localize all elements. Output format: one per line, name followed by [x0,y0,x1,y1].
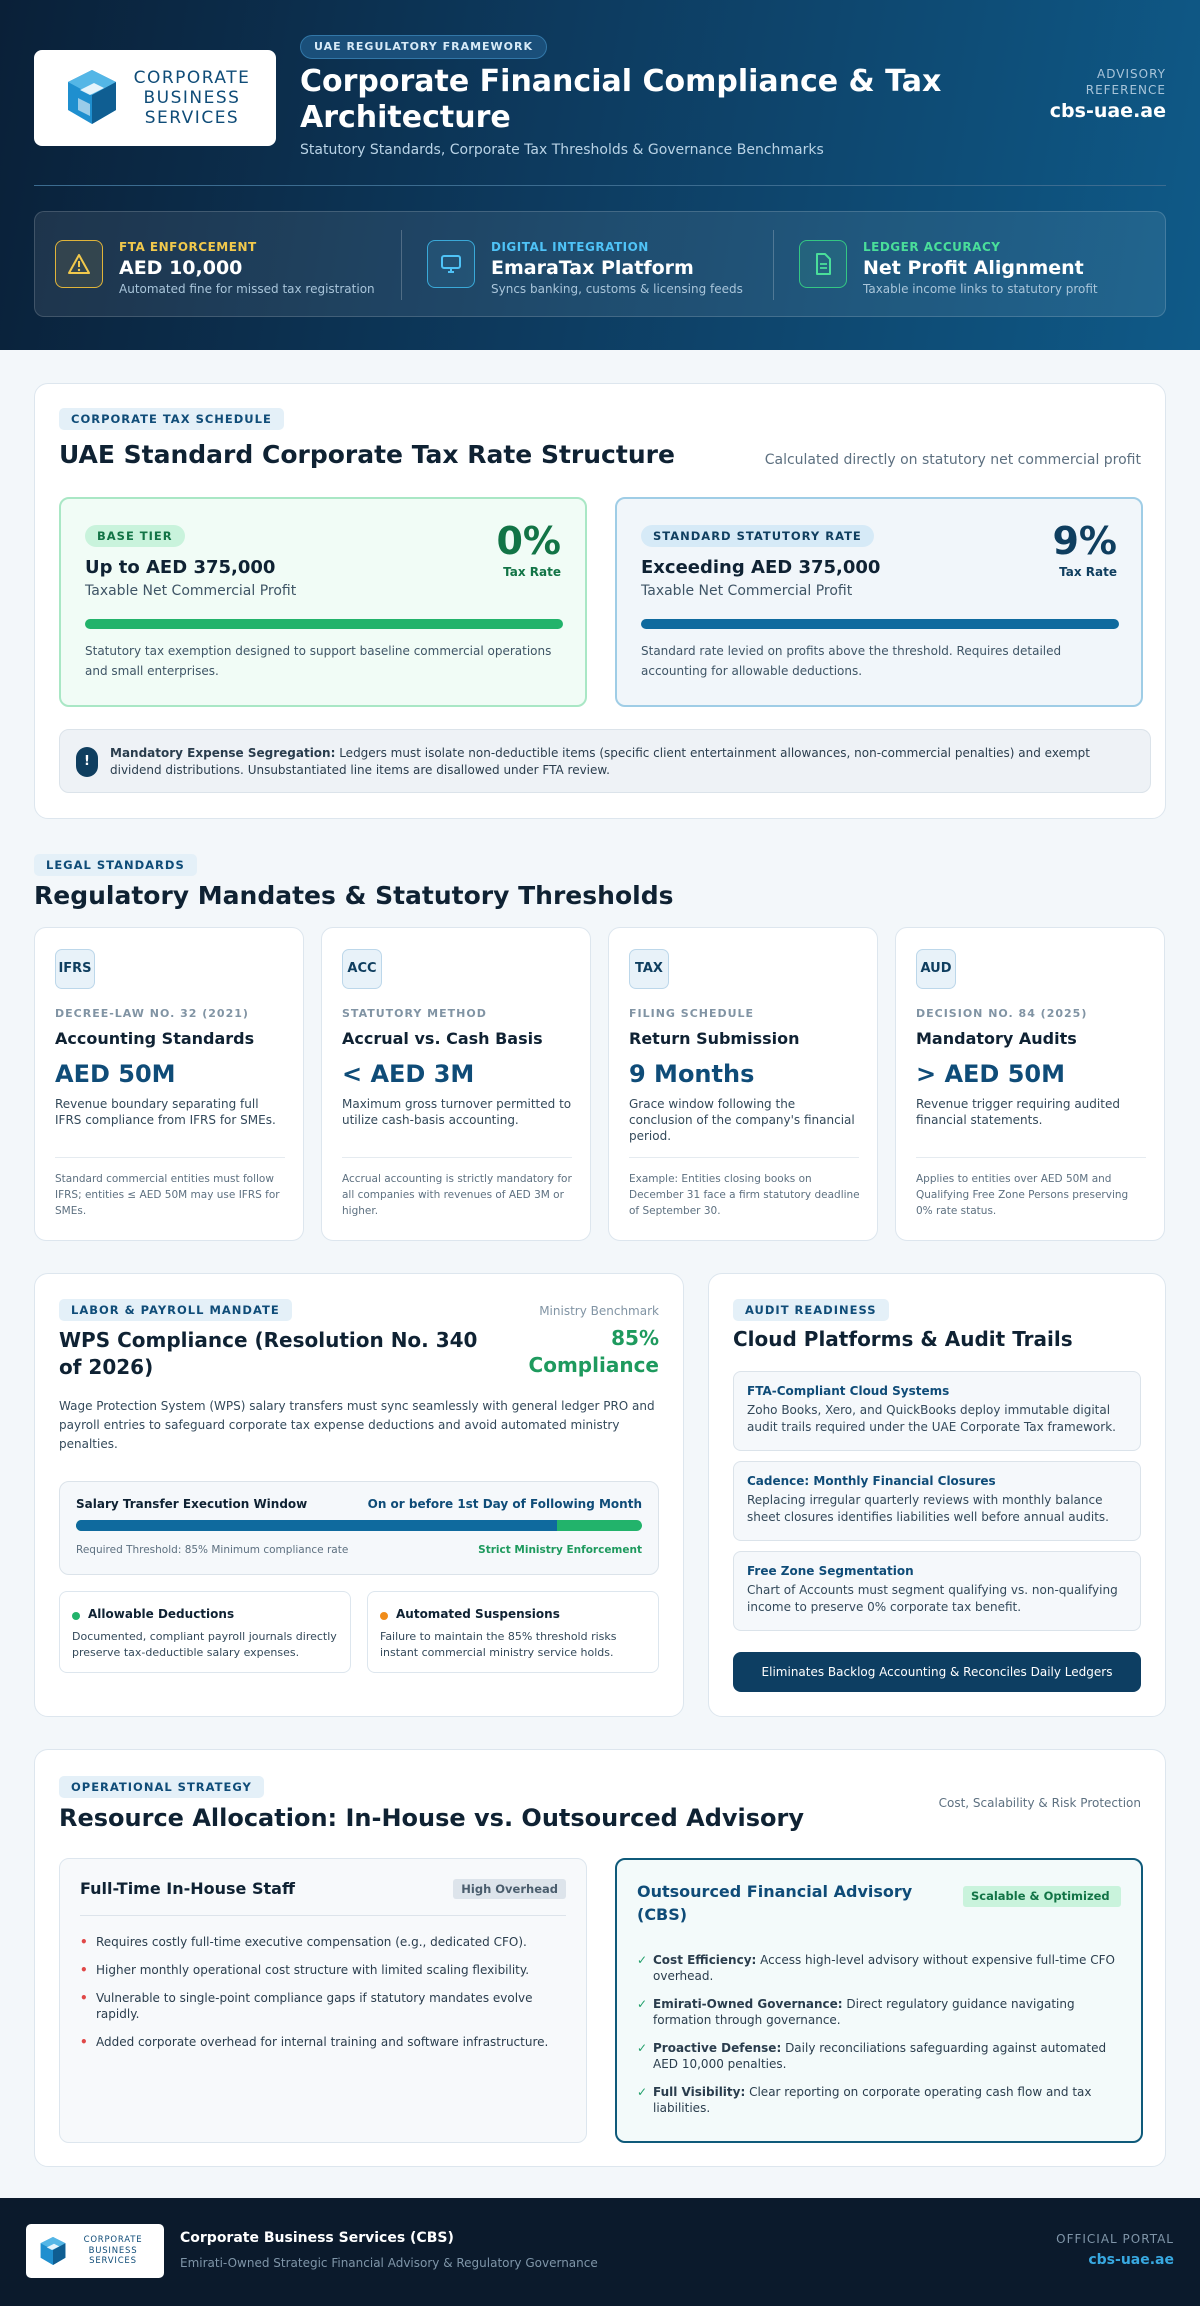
list-item-bold: Emirati-Owned Governance: [653,1997,843,2011]
list-item [80,1962,560,1978]
automated-suspensions-card [367,1591,659,1673]
standard-card-aud [895,927,1165,1241]
framework-pill: UAE REGULATORY FRAMEWORK [300,35,547,59]
tier-rate-label: Tax Rate [1059,565,1117,579]
standard-card-tax [608,927,878,1241]
cube-logo-icon [64,68,120,126]
advisory-site-link[interactable]: cbs-uae.ae [1049,100,1166,122]
tier-rate: 9% [1052,519,1117,563]
divider [55,1157,285,1158]
acc-badge-icon: ACC [342,949,382,989]
reconcile-ledgers-button[interactable]: Eliminates Backlog Accounting & Reconciles Daily Ledgers [733,1652,1141,1692]
advisory-label: ADVISORY REFERENCE [1085,67,1166,97]
wps-description: Wage Protection System (WPS) salary transfers must sync seamlessly with general ledger PRO and payroll entries to safeguard corporate tax expense deductions and avoid automated ministry penalties. [59,1399,655,1451]
threshold-progress-bar [76,1520,642,1531]
feature-title: Net Profit Alignment [863,257,1084,279]
section-title: Regulatory Mandates & Statutory Thresholds [34,881,674,910]
divider [773,230,774,300]
enforcement-text: Strict Ministry Enforcement [478,1544,642,1556]
tier-pill: BASE TIER [85,525,185,547]
feature-desc: Syncs banking, customs & licensing feeds [491,282,743,296]
info-icon: ! [76,747,98,777]
standard-desc: Revenue boundary separating full IFRS compliance from IFRS for SMEs. [55,1097,276,1127]
tier-rate: 0% [496,519,561,563]
footer-logo[interactable] [26,2224,164,2278]
standard-value: < AED 3M [342,1060,475,1088]
feature-heading: LEDGER ACCURACY [863,240,1001,254]
list-item-bold: Proactive Defense: [653,2041,782,2055]
scalable-badge: Scalable & Optimized [963,1886,1121,1907]
mini-desc: Documented, compliant payroll journals directly preserve tax-deductible salary expenses. [72,1630,337,1659]
cloud-item-desc: Zoho Books, Xero, and QuickBooks deploy immutable digital audit trails required under the UAE Corporate Tax framework. [747,1403,1116,1434]
check-icon: ✓ [637,2085,648,2099]
standard-title: Mandatory Audits [916,1029,1077,1048]
standard-value: > AED 50M [916,1060,1065,1088]
list-item-text: Vulnerable to single-point compliance gaps if statutory mandates evolve rapidly. [96,1991,533,2021]
mini-desc: Failure to maintain the 85% threshold risks instant commercial ministry service holds. [380,1630,617,1659]
standard-desc: Revenue trigger requiring audited financial statements. [916,1097,1120,1127]
outsourced-column [615,1858,1143,2143]
list-item-text: Direct regulatory guidance navigating formation through governance. [653,1997,1075,2027]
divider [401,230,402,300]
benchmark-word: Compliance [528,1353,659,1377]
high-overhead-badge: High Overhead [453,1879,566,1899]
section-title: Resource Allocation: In-House vs. Outsourced Advisory [59,1804,805,1832]
standard-title: Accrual vs. Cash Basis [342,1029,543,1048]
divider [916,1157,1146,1158]
standard-fine-print: Applies to entities over AED 50M and Qualifying Free Zone Persons preserving 0% rate status. [916,1173,1129,1217]
check-icon: ✓ [637,1953,648,1967]
tier-pill: STANDARD STATUTORY RATE [641,525,874,547]
list-item [637,1952,1117,1984]
portal-label: OFFICIAL PORTAL [1056,2232,1174,2246]
tier-desc: Standard rate levied on profits above the threshold. Requires detailed accounting for allowable deductions. [641,644,1062,678]
threshold-fill [76,1520,557,1531]
column-title: Full-Time In-House Staff [80,1879,295,1898]
tax-schedule-card [34,383,1166,819]
outsourced-list [637,1952,1117,2128]
section-note: Calculated directly on statutory net commercial profit [764,452,1141,468]
divider [34,185,1166,186]
logo-line: CORPORATE [133,68,251,88]
benchmark-value: 85% [611,1326,659,1350]
column-title: Outsourced Financial Advisory (CBS) [637,1882,913,1924]
divider [80,1915,566,1916]
resource-allocation-card [34,1749,1166,2167]
section-title: WPS Compliance (Resolution No. 340 of 2026) [59,1328,478,1379]
expense-segregation-notice [59,729,1151,793]
tier-subtitle: Taxable Net Commercial Profit [641,583,853,599]
tier-title: Exceeding AED 375,000 [641,557,881,578]
tier-card-standard [615,497,1143,707]
list-item-bold: Full Visibility: [653,2085,746,2099]
footer-logo-wordmark [72,2235,154,2267]
feature-title: EmaraTax Platform [491,257,694,279]
execution-window-box [59,1481,659,1575]
list-item [637,1996,1117,2028]
tier-rate-label: Tax Rate [503,565,561,579]
cloud-item [733,1371,1141,1451]
inhouse-list [80,1934,560,2062]
standard-decree: DECISION NO. 84 (2025) [916,1007,1088,1020]
cloud-item-title: Free Zone Segmentation [747,1564,914,1578]
section-tag: OPERATIONAL STRATEGY [59,1776,264,1798]
tier-bar [641,619,1119,629]
standard-card-acc [321,927,591,1241]
divider [342,1157,572,1158]
standard-decree: FILING SCHEDULE [629,1007,755,1020]
logo[interactable] [34,50,276,146]
hero-header [0,0,1200,350]
footer-title: Corporate Business Services (CBS) [180,2230,454,2246]
aud-badge-icon: AUD [916,949,956,989]
tax-badge-icon: TAX [629,949,669,989]
standard-value: AED 50M [55,1060,176,1088]
cloud-item [733,1461,1141,1541]
logo-line: CORPORATE [83,2235,143,2245]
section-title: Cloud Platforms & Audit Trails [733,1327,1073,1351]
check-icon: ✓ [637,2041,648,2055]
check-icon: ✓ [637,1997,648,2011]
cloud-item-title: Cadence: Monthly Financial Closures [747,1474,996,1488]
feature-heading: FTA ENFORCEMENT [119,240,257,254]
portal-site-link[interactable]: cbs-uae.ae [1088,2252,1174,2268]
standard-desc: Maximum gross turnover permitted to utilize cash-basis accounting. [342,1097,572,1127]
footer-subtitle: Emirati-Owned Strategic Financial Advisory & Regulatory Governance [180,2256,598,2270]
logo-wordmark [126,68,258,128]
logo-line: SERVICES [144,108,240,128]
footer [0,2198,1200,2306]
audit-readiness-card [708,1273,1166,1717]
window-value: On or before 1st Day of Following Month [367,1497,642,1511]
document-icon [799,240,847,288]
bullet-icon: • [80,2035,88,2049]
list-item [80,1990,560,2022]
cloud-item-desc: Replacing irregular quarterly reviews with monthly balance sheet closures identifies liabilities well before annual audits. [747,1493,1109,1524]
bullet-icon: • [80,1963,88,1977]
feature-desc: Automated fine for missed tax registration [119,282,375,296]
mini-title: Allowable Deductions [88,1607,235,1621]
list-item [637,2040,1117,2072]
list-item-text: Daily reconciliations safeguarding against automated AED 10,000 penalties. [653,2041,1107,2071]
mini-title: Automated Suspensions [396,1607,560,1621]
tier-desc: Statutory tax exemption designed to support baseline commercial operations and small enterprises. [85,644,552,678]
list-item-text: Requires costly full-time executive compensation (e.g., dedicated CFO). [96,1935,527,1949]
divider [629,1157,859,1158]
bullet-icon: • [80,1991,88,2005]
monitor-icon [427,240,475,288]
standard-value: 9 Months [629,1060,755,1088]
bullet-icon: • [80,1935,88,1949]
standard-fine-print: Standard commercial entities must follow IFRS; entities ≤ AED 50M may use IFRS for SMEs. [55,1173,280,1217]
standard-title: Accounting Standards [55,1029,255,1048]
benchmark-label: Ministry Benchmark [539,1304,659,1318]
cloud-item-title: FTA-Compliant Cloud Systems [747,1384,950,1398]
feature-desc: Taxable income links to statutory profit [863,282,1098,296]
standard-decree: DECREE-LAW NO. 32 (2021) [55,1007,249,1020]
feature-panel [34,211,1166,317]
page-title: Corporate Financial Compliance & Tax Architecture [300,64,942,135]
tier-title: Up to AED 375,000 [85,557,276,578]
warning-icon [55,240,103,288]
list-item-text: Clear reporting on corporate operating cash flow and tax liabilities. [653,2085,1092,2115]
standard-fine-print: Example: Entities closing books on December 31 face a firm statutory deadline of September 30. [629,1173,860,1217]
list-item-text: Higher monthly operational cost structure with limited scaling flexibility. [96,1963,530,1977]
list-item-text: Access high-level advisory without expensive full-time CFO overhead. [653,1953,1115,1983]
page-subtitle: Statutory Standards, Corporate Tax Thresholds & Governance Benchmarks [300,142,824,158]
logo-line: SERVICES [89,2256,137,2266]
section-tag: AUDIT READINESS [733,1299,889,1321]
logo-line: BUSINESS [88,2245,138,2256]
notice-text [110,745,1130,779]
list-item [80,2034,560,2050]
feature-heading: DIGITAL INTEGRATION [491,240,649,254]
list-item-text: Added corporate overhead for internal training and software infrastructure. [96,2035,549,2049]
section-tag: LEGAL STANDARDS [34,854,197,876]
cloud-item [733,1551,1141,1631]
cloud-item-desc: Chart of Accounts must segment qualifying vs. non-qualifying income to preserve 0% corporate tax benefit. [747,1583,1118,1614]
standard-fine-print: Accrual accounting is strictly mandatory for all companies with revenues of AED 3M or higher. [342,1173,572,1217]
section-note: Cost, Scalability & Risk Protection [938,1796,1141,1810]
status-dot-icon [380,1612,388,1620]
cube-logo-icon [38,2236,68,2266]
standard-card-ifrs [34,927,304,1241]
tier-subtitle: Taxable Net Commercial Profit [85,583,297,599]
standard-decree: STATUTORY METHOD [342,1007,487,1020]
ifrs-badge-icon: IFRS [55,949,95,989]
feature-title: AED 10,000 [119,257,243,279]
list-item [80,1934,560,1950]
threshold-text: Required Threshold: 85% Minimum compliance rate [76,1544,349,1556]
tier-card-base [59,497,587,707]
wps-compliance-card [34,1273,684,1717]
allowable-deductions-card [59,1591,351,1673]
inhouse-column [59,1858,587,2143]
notice-body: Ledgers must isolate non-deductible items (specific client entertainment allowances, non-commercial penalties) and exempt dividend distributions. Unsubstantiated line items are disallowed under FTA review. [110,746,1090,777]
status-dot-icon [72,1612,80,1620]
standard-desc: Grace window following the conclusion of the company's financial period. [629,1097,855,1143]
notice-bold: Mandatory Expense Segregation: [110,746,336,760]
list-item [637,2084,1117,2116]
list-item-bold: Cost Efficiency: [653,1953,757,1967]
window-label: Salary Transfer Execution Window [76,1497,308,1511]
tier-bar [85,619,563,629]
section-tag: CORPORATE TAX SCHEDULE [59,408,284,430]
section-title: UAE Standard Corporate Tax Rate Structure [59,440,675,469]
logo-line: BUSINESS [143,88,241,108]
section-tag: LABOR & PAYROLL MANDATE [59,1299,292,1321]
standard-title: Return Submission [629,1029,800,1048]
